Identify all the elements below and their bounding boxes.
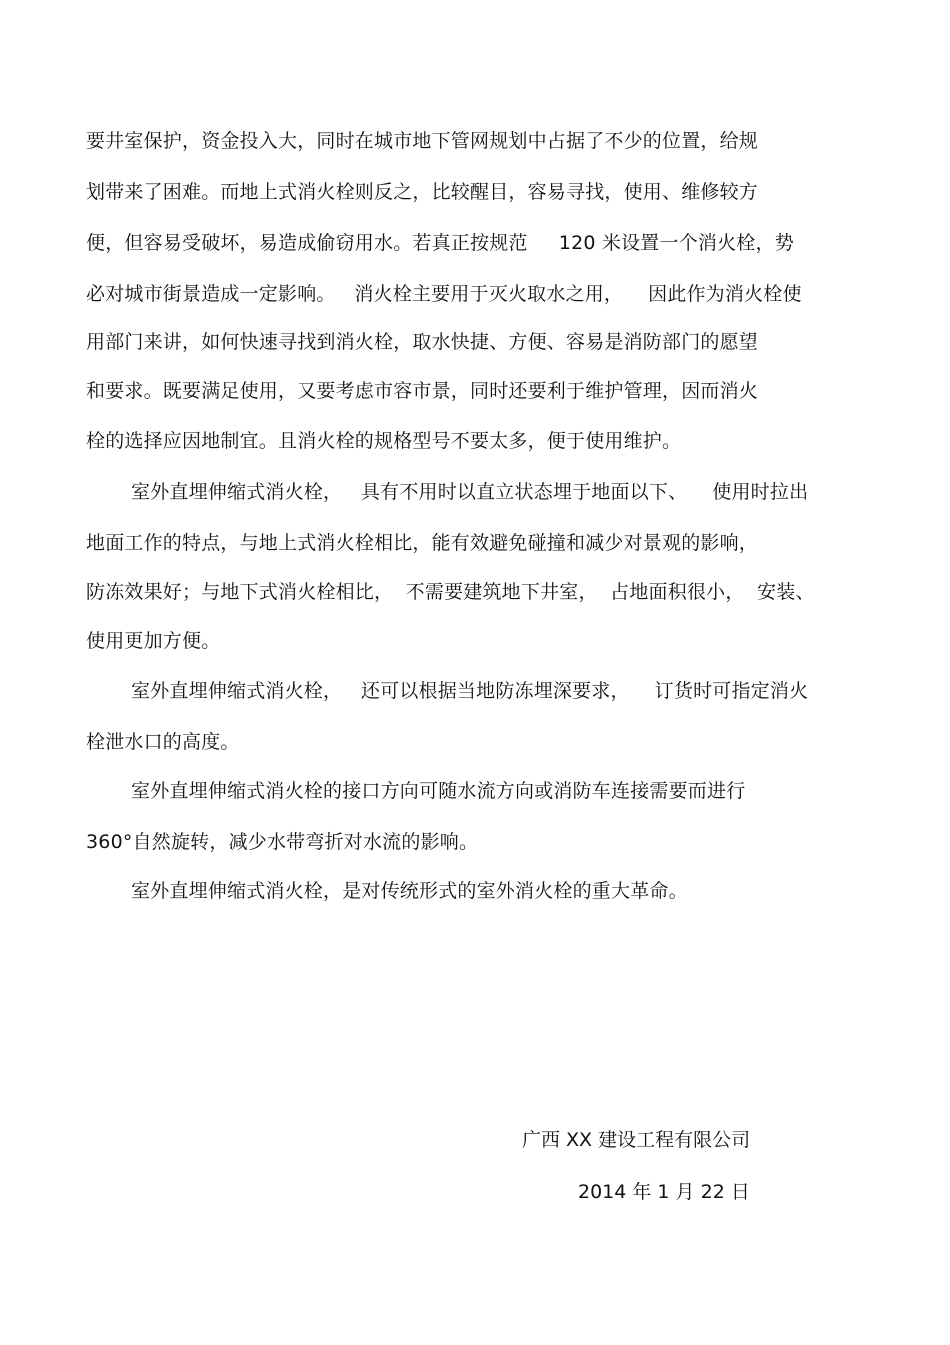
- body-line: 防冻效果好；与地下式消火栓相比， 不需要建筑地下井室， 占地面积很小， 安装、: [86, 581, 815, 603]
- paragraph-start-line: 室外直埋伸缩式消火栓的接口方向可随水流方向或消防车连接需要而进行: [131, 780, 746, 802]
- signature-date: 2014 年 1 月 22 日: [578, 1181, 750, 1203]
- body-line: 必对城市街景造成一定影响。 消火栓主要用于灭火取水之用， 因此作为消火栓使: [86, 283, 802, 305]
- body-line: 栓泄水口的高度。: [86, 731, 240, 753]
- signature-company: 广西 XX 建设工程有限公司: [522, 1129, 751, 1151]
- paragraph-start-line: 室外直埋伸缩式消火栓， 具有不用时以直立状态埋于地面以下、 使用时拉出: [131, 481, 809, 503]
- paragraph-start-line: 室外直埋伸缩式消火栓，是对传统形式的室外消火栓的重大革命。: [131, 880, 688, 902]
- body-line: 划带来了困难。而地上式消火栓则反之，比较醒目，容易寻找，使用、维修较方: [86, 181, 759, 203]
- body-line: 使用更加方便。: [86, 630, 221, 652]
- body-line: 便，但容易受破坏，易造成偷窃用水。若真正按规范 120 米设置一个消火栓，势: [86, 232, 794, 254]
- body-line: 栓的选择应因地制宜。且消火栓的规格型号不要太多，便于使用维护。: [86, 430, 682, 452]
- body-line: 地面工作的特点，与地上式消火栓相比，能有效避免碰撞和减少对景观的影响，: [86, 532, 759, 554]
- body-line: 要井室保护，资金投入大，同时在城市地下管网规划中占据了不少的位置，给规: [86, 130, 759, 152]
- paragraph-start-line: 室外直埋伸缩式消火栓， 还可以根据当地防冻埋深要求， 订货时可指定消火: [131, 680, 809, 702]
- body-line: 360°自然旋转，减少水带弯折对水流的影响。: [86, 831, 479, 853]
- body-line: 和要求。既要满足使用，又要考虑市容市景，同时还要利于维护管理，因而消火: [86, 380, 759, 402]
- body-line: 用部门来讲，如何快速寻找到消火栓，取水快捷、方便、容易是消防部门的愿望: [86, 331, 759, 353]
